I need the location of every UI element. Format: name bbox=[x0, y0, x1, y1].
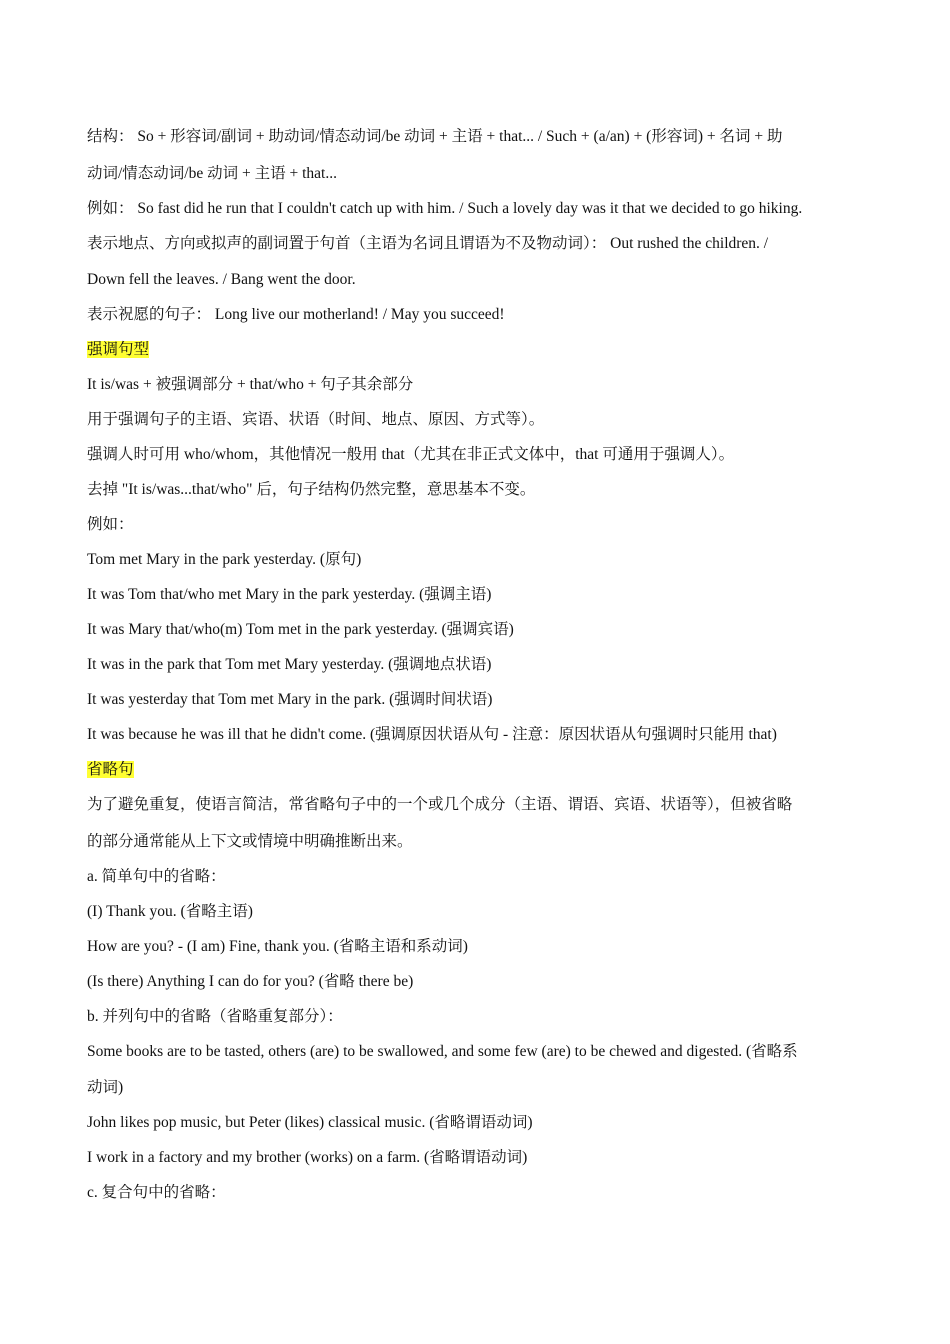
b-example-1a: Some books are to be tasted, others (are) to be swallowed, and some few (are) to be chewed and digested. (省略系 bbox=[87, 1042, 798, 1060]
structure-line-2: 动词/情态动词/be 动词 + 主语 + that... bbox=[87, 164, 337, 182]
ellipsis-intro-1: 为了避免重复，使语言简洁，常省略句子中的一个或几个成分（主语、谓语、宾语、状语等），但被省略 bbox=[87, 796, 793, 813]
example-object: It was Mary that/who(m) Tom met in the park yesterday. (强调宾语) bbox=[87, 621, 514, 638]
subsection-b: b. 并列句中的省略（省略重复部分）： bbox=[87, 1007, 343, 1025]
subsection-a: a. 简单句中的省略： bbox=[87, 867, 226, 885]
a-example-2: How are you? - (I am) Fine, thank you. (省略主语和系动词) bbox=[87, 937, 468, 955]
heading-ellipsis-highlight: 省略句 bbox=[87, 761, 134, 778]
example-place: It was in the park that Tom met Mary yesterday. (强调地点状语) bbox=[87, 656, 492, 673]
example-reason: It was because he was ill that he didn't come. (强调原因状语从句 - 注意：原因状语从句强调时只能用 that) bbox=[87, 726, 777, 743]
a-example-3: (Is there) Anything I can do for you? (省略 there be) bbox=[87, 972, 414, 990]
structure-line-1: 结构： So + 形容词/副词 + 助动词/情态动词/be 动词 + 主语 + that... / Such + (a/an) + (形容词) + 名词 + 助 bbox=[87, 128, 783, 145]
example-subject: It was Tom that/who met Mary in the park yesterday. (强调主语) bbox=[87, 586, 492, 603]
emphasis-person: 强调人时可用 who/whom，其他情况一般用 that（尤其在非正式文体中，that 可通用于强调人）。 bbox=[87, 446, 735, 463]
place-direction-line-1: 表示地点、方向或拟声的副词置于句首（主语为名词且谓语为不及物动词）： Out rushed the children. / bbox=[87, 234, 769, 252]
heading-emphasis-highlight: 强调句型 bbox=[87, 341, 150, 358]
section-heading-emphasis bbox=[87, 332, 867, 367]
ellipsis-intro-2: 的部分通常能从上下文或情境中明确推断出来。 bbox=[87, 832, 413, 850]
emphasis-remove: 去掉 "It is/was...that/who" 后，句子结构仍然完整，意思基本不变。 bbox=[87, 481, 536, 498]
example-original: Tom met Mary in the park yesterday. (原句) bbox=[87, 551, 362, 568]
emphasis-usage: 用于强调句子的主语、宾语、状语（时间、地点、原因、方式等）。 bbox=[87, 411, 545, 428]
emphasis-structure: It is/was + 被强调部分 + that/who + 句子其余部分 bbox=[87, 376, 414, 393]
subsection-c: c. 复合句中的省略： bbox=[87, 1184, 226, 1201]
b-example-3: I work in a factory and my brother (works) on a farm. (省略谓语动词) bbox=[87, 1149, 528, 1166]
example-time: It was yesterday that Tom met Mary in the park. (强调时间状语) bbox=[87, 691, 493, 708]
example-line: 例如： So fast did he run that I couldn't catch up with him. / Such a lovely day was it that we decided to go hiking. bbox=[87, 199, 803, 217]
b-example-1b: 动词) bbox=[87, 1079, 124, 1096]
place-direction-line-2: Down fell the leaves. / Bang went the door. bbox=[87, 271, 356, 288]
a-example-1: (I) Thank you. (省略主语) bbox=[87, 902, 253, 920]
wish-line: 表示祝愿的句子： Long live our motherland! / May you succeed! bbox=[87, 306, 505, 323]
example-label: 例如： bbox=[87, 516, 134, 533]
b-example-2: John likes pop music, but Peter (likes) classical music. (省略谓语动词) bbox=[87, 1114, 533, 1131]
document-body bbox=[87, 119, 867, 1210]
section-heading-ellipsis bbox=[87, 752, 867, 787]
